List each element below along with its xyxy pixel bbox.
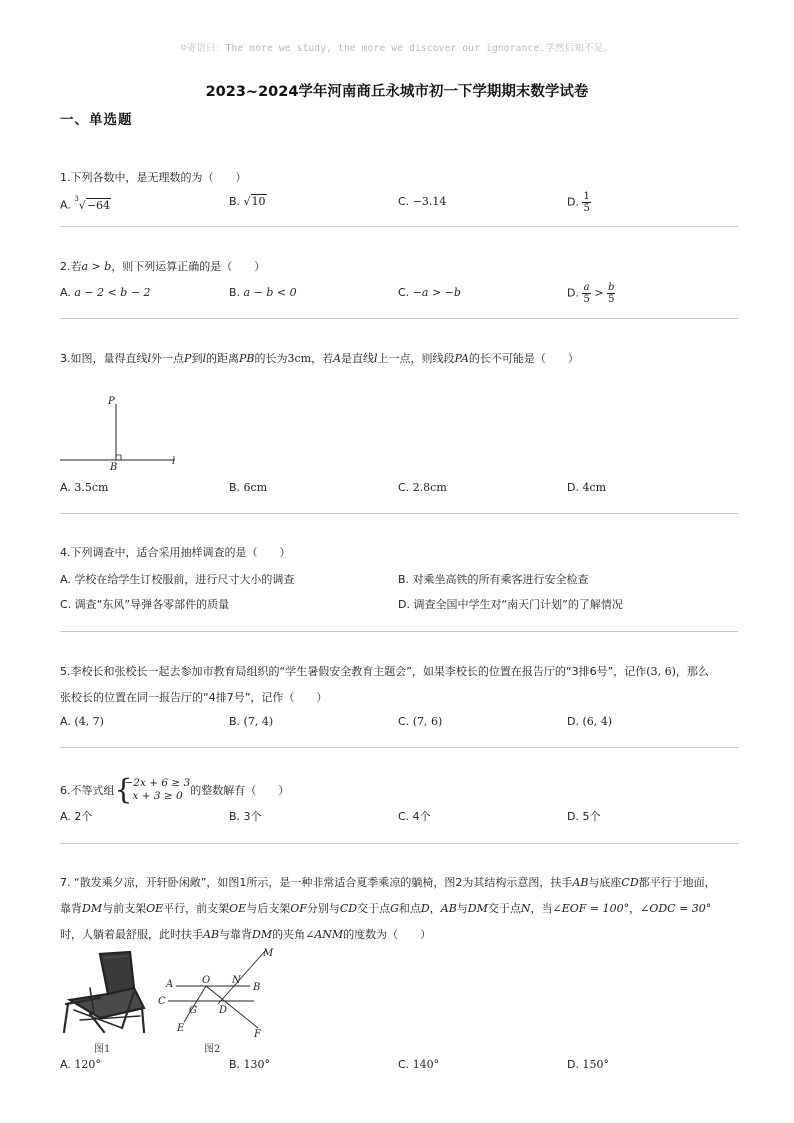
divider bbox=[60, 843, 738, 844]
divider bbox=[60, 631, 738, 632]
option-b[interactable]: B. 6cm bbox=[229, 481, 268, 494]
divider bbox=[60, 747, 738, 748]
label-a: A bbox=[166, 979, 174, 990]
question-3-options bbox=[60, 477, 738, 499]
figure-2-caption: 图2 bbox=[204, 1044, 221, 1055]
question-3 bbox=[60, 346, 738, 494]
label-b: B bbox=[253, 982, 261, 993]
watermark: ☺寄语曰：The more we study, the more we discover our ignorance.学然后知不足。 bbox=[180, 43, 614, 54]
option-c[interactable]: C. −3.14 bbox=[398, 195, 447, 208]
question-4-options-row1 bbox=[60, 569, 738, 591]
option-b[interactable]: B. √10 bbox=[229, 195, 266, 208]
label-c: C bbox=[158, 996, 166, 1007]
option-a[interactable]: A. 学校在给学生订校服前，进行尺寸大小的调查 bbox=[60, 573, 295, 586]
radicand: −64 bbox=[86, 198, 111, 212]
question-2-stem: 2.若a > b，则下列运算正确的是（ ） bbox=[60, 260, 266, 273]
fraction: $\frac{1}{5}$ bbox=[583, 191, 590, 214]
question-6-options bbox=[60, 806, 738, 828]
label-b: B bbox=[110, 462, 118, 470]
question-5-stem-line1: 5.李校长和张校长一起去参加市教育局组织的“学生暑假安全教育主题会”，如果李校长的位置在报告厅的“3排6号”，记作(3, 6)，那么 bbox=[60, 665, 709, 678]
radical-index: 3 bbox=[74, 195, 79, 203]
option-d[interactable]: D. 150° bbox=[567, 1058, 609, 1071]
option-a[interactable]: A. 120° bbox=[60, 1058, 101, 1071]
option-b[interactable]: B. (7, 4) bbox=[229, 715, 274, 728]
divider bbox=[60, 513, 738, 514]
option-d[interactable]: D. 4cm bbox=[567, 481, 607, 494]
option-c[interactable]: C. −a > −b bbox=[398, 286, 461, 299]
question-1-options bbox=[60, 191, 738, 213]
question-4 bbox=[60, 540, 738, 611]
question-1-stem: 1.下列各数中，是无理数的为（ ） bbox=[60, 171, 247, 184]
question-6-stem: 6.不等式组 { −2x + 6 ≥ 3 x + 3 ≥ 0 的整数解有（ ） bbox=[60, 773, 290, 806]
radical-sign: √ bbox=[78, 198, 86, 212]
option-d[interactable]: D. $\frac{1}{5}$ bbox=[567, 191, 590, 214]
label-g: G bbox=[189, 1005, 197, 1016]
question-3-stem: 3.如图，量得直线l外一点P到l的距离PB的长为3cm，若A是直线l上一点，则线段PA的长不可能是（ ） bbox=[60, 352, 579, 365]
label-f: F bbox=[254, 1029, 261, 1040]
option-c[interactable]: C. 140° bbox=[398, 1058, 440, 1071]
option-d[interactable]: D. (6, 4) bbox=[567, 715, 613, 728]
label-n: N bbox=[232, 975, 241, 986]
label-d: D bbox=[219, 1005, 228, 1016]
fraction: $\frac{a}{5}$ bbox=[583, 282, 590, 305]
question-6 bbox=[60, 773, 738, 823]
option-b[interactable]: B. 130° bbox=[229, 1058, 271, 1071]
label-m: M bbox=[263, 948, 274, 959]
option-b[interactable]: B. 对乘坐高铁的所有乘客进行安全检查 bbox=[398, 573, 589, 586]
option-a[interactable]: A. (4, 7) bbox=[60, 715, 104, 728]
option-a[interactable]: A. $^3$√−64 bbox=[60, 195, 111, 212]
figure-1-caption: 图1 bbox=[94, 1044, 111, 1055]
question-2-options bbox=[60, 282, 738, 304]
brace-icon: { bbox=[114, 773, 133, 806]
option-d[interactable]: D. 调查全国中学生对“南天门计划”的了解情况 bbox=[398, 598, 623, 611]
divider bbox=[60, 226, 738, 227]
question-7-stem-line1: 7. “散发乘夕凉，开轩卧闲敞”，如图1所示，是一种非常适合夏季乘凉的躺椅，图2为其结构示意图，扶手AB与底座CD都平行于地面， bbox=[60, 876, 716, 889]
label-p: P bbox=[108, 396, 115, 407]
question-5-stem-line2: 张校长的位置在同一报告厅的“4排7号”，记作（ ） bbox=[60, 691, 328, 704]
lounge-chair-image bbox=[60, 948, 148, 1036]
label-o: O bbox=[202, 975, 211, 986]
option-b[interactable]: B. a − b < 0 bbox=[229, 286, 297, 299]
option-a[interactable]: A. 3.5cm bbox=[60, 481, 109, 494]
perpendicular-figure bbox=[60, 392, 190, 470]
radicand: 10 bbox=[251, 195, 266, 208]
question-5-options bbox=[60, 711, 738, 733]
page-title: 2023~2024学年河南商丘永城市初一下学期期末数学试卷 bbox=[205, 84, 589, 100]
question-7-stem-line3: 时，人躺着最舒服，此时扶手AB与靠背DM的夹角∠ANM的度数为（ ） bbox=[60, 928, 432, 941]
label-l: l bbox=[172, 456, 176, 467]
option-c[interactable]: C. 2.8cm bbox=[398, 481, 447, 494]
option-c[interactable]: C. (7, 6) bbox=[398, 715, 443, 728]
question-4-stem: 4.下列调查中，适合采用抽样调查的是（ ） bbox=[60, 546, 291, 559]
option-c[interactable]: C. 调查“东风”导弹各零部件的质量 bbox=[60, 598, 230, 611]
divider bbox=[60, 318, 738, 319]
question-2 bbox=[60, 254, 738, 305]
question-5 bbox=[60, 659, 738, 728]
question-1 bbox=[60, 165, 738, 214]
option-a[interactable]: A. a − 2 < b − 2 bbox=[60, 286, 151, 299]
radical-sign: √ bbox=[243, 195, 251, 208]
option-d[interactable]: D. $\frac{a}{5}$ > $\frac{b}{5}$ bbox=[567, 282, 615, 305]
option-c[interactable]: C. 4个 bbox=[398, 810, 431, 823]
question-4-options-row2 bbox=[60, 594, 738, 616]
question-7-options bbox=[60, 1054, 738, 1076]
section-heading: 一、单选题 bbox=[60, 112, 133, 128]
structure-diagram bbox=[154, 946, 284, 1044]
option-d[interactable]: D. 5个 bbox=[567, 810, 601, 823]
option-a[interactable]: A. 2个 bbox=[60, 810, 93, 823]
option-b[interactable]: B. 3个 bbox=[229, 810, 262, 823]
fraction: $\frac{b}{5}$ bbox=[608, 282, 615, 305]
label-e: E bbox=[177, 1023, 185, 1034]
question-7-stem-line2: 靠背DM与前支架OE平行，前支架OE与后支架OF分别与CD交于点G和点D，AB与DM交于点N，当∠EOF = 100°，∠ODC = 30° bbox=[60, 902, 712, 915]
question-7 bbox=[60, 870, 738, 1071]
inequality-system: { −2x + 6 ≥ 3 x + 3 ≥ 0 bbox=[114, 773, 191, 806]
